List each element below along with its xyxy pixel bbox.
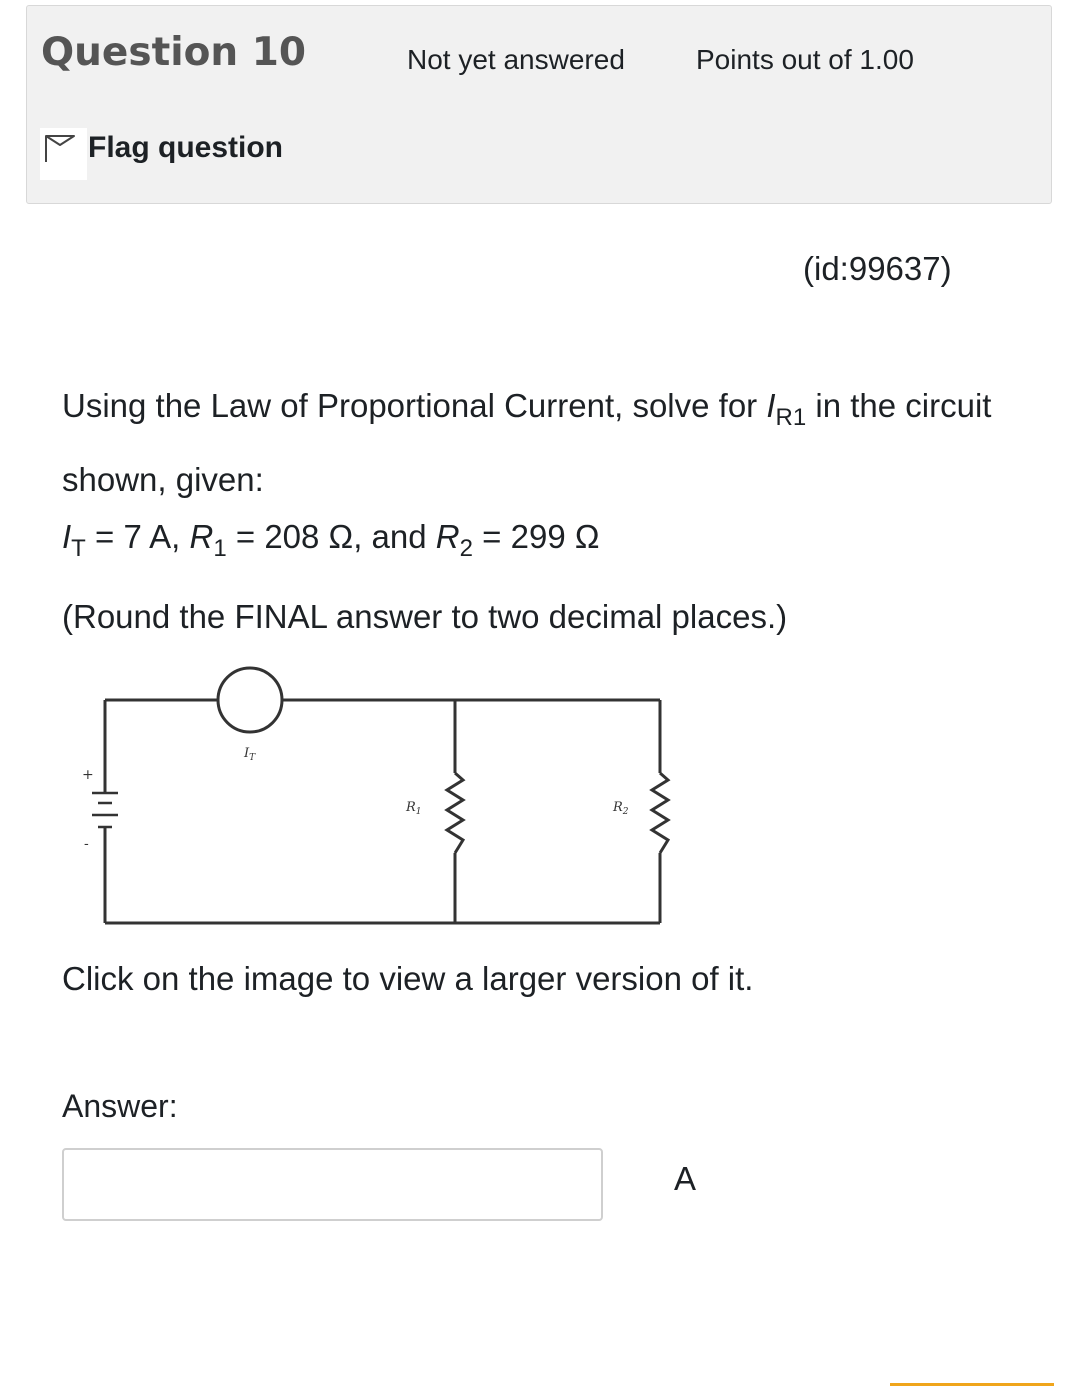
- bottom-accent-line: [890, 1383, 1054, 1386]
- r2-label-symbol: R: [613, 800, 623, 815]
- battery-minus-label: -: [84, 836, 89, 852]
- r1-label-sub: 1: [415, 807, 422, 817]
- answer-unit: A: [674, 1160, 697, 1197]
- question-info-box: [26, 5, 1052, 204]
- resistor-r2-symbol: [652, 773, 668, 853]
- question-text-start: Using the Law of Proportional Current, solve for: [62, 387, 767, 424]
- flag-icon: [40, 128, 87, 180]
- question-status: Not yet answered: [407, 44, 625, 75]
- question-id: (id:99637): [803, 250, 952, 287]
- r1-label-symbol: R: [406, 800, 416, 815]
- answer-input[interactable]: [62, 1148, 603, 1221]
- question-text: [62, 375, 1002, 511]
- r2-label-sub: 2: [622, 807, 629, 817]
- given-it-value: = 7 A,: [85, 518, 190, 555]
- ammeter-label: [243, 746, 256, 763]
- given-r2-value: = 299 Ω: [473, 518, 600, 555]
- given-r2-subscript: 2: [459, 535, 473, 562]
- image-click-note: Click on the image to view a larger version of it.: [62, 960, 754, 997]
- given-it-subscript: T: [71, 535, 86, 562]
- battery-plus-label: +: [82, 767, 94, 783]
- given-it-symbol: I: [62, 518, 72, 555]
- given-r1-value: = 208 Ω, and: [226, 518, 436, 555]
- given-r1-symbol: R: [189, 518, 214, 555]
- resistor-r1-symbol: [447, 773, 463, 853]
- ammeter-label-sub: T: [249, 753, 256, 763]
- ammeter-label-symbol: I: [244, 746, 250, 761]
- question-points: Points out of 1.00: [696, 44, 914, 75]
- target-subscript: R1: [775, 404, 807, 431]
- given-r2-symbol: R: [435, 518, 460, 555]
- r1-label: [405, 800, 422, 817]
- flag-question-link[interactable]: [40, 128, 283, 180]
- given-values: [62, 518, 600, 563]
- rounding-instruction: (Round the FINAL answer to two decimal places.): [62, 598, 788, 635]
- question-number: Question 10: [41, 30, 307, 75]
- battery-symbol: [92, 793, 118, 827]
- given-r1-subscript: 1: [213, 535, 227, 562]
- target-symbol: I: [766, 387, 776, 424]
- circuit-diagram-image[interactable]: [70, 655, 680, 940]
- ammeter-symbol: [218, 668, 282, 732]
- r2-label: [612, 800, 629, 817]
- question-text-end: in the circuit shown, given:: [62, 387, 992, 498]
- answer-label: Answer:: [62, 1088, 178, 1124]
- flag-question-label: Flag question: [88, 131, 283, 164]
